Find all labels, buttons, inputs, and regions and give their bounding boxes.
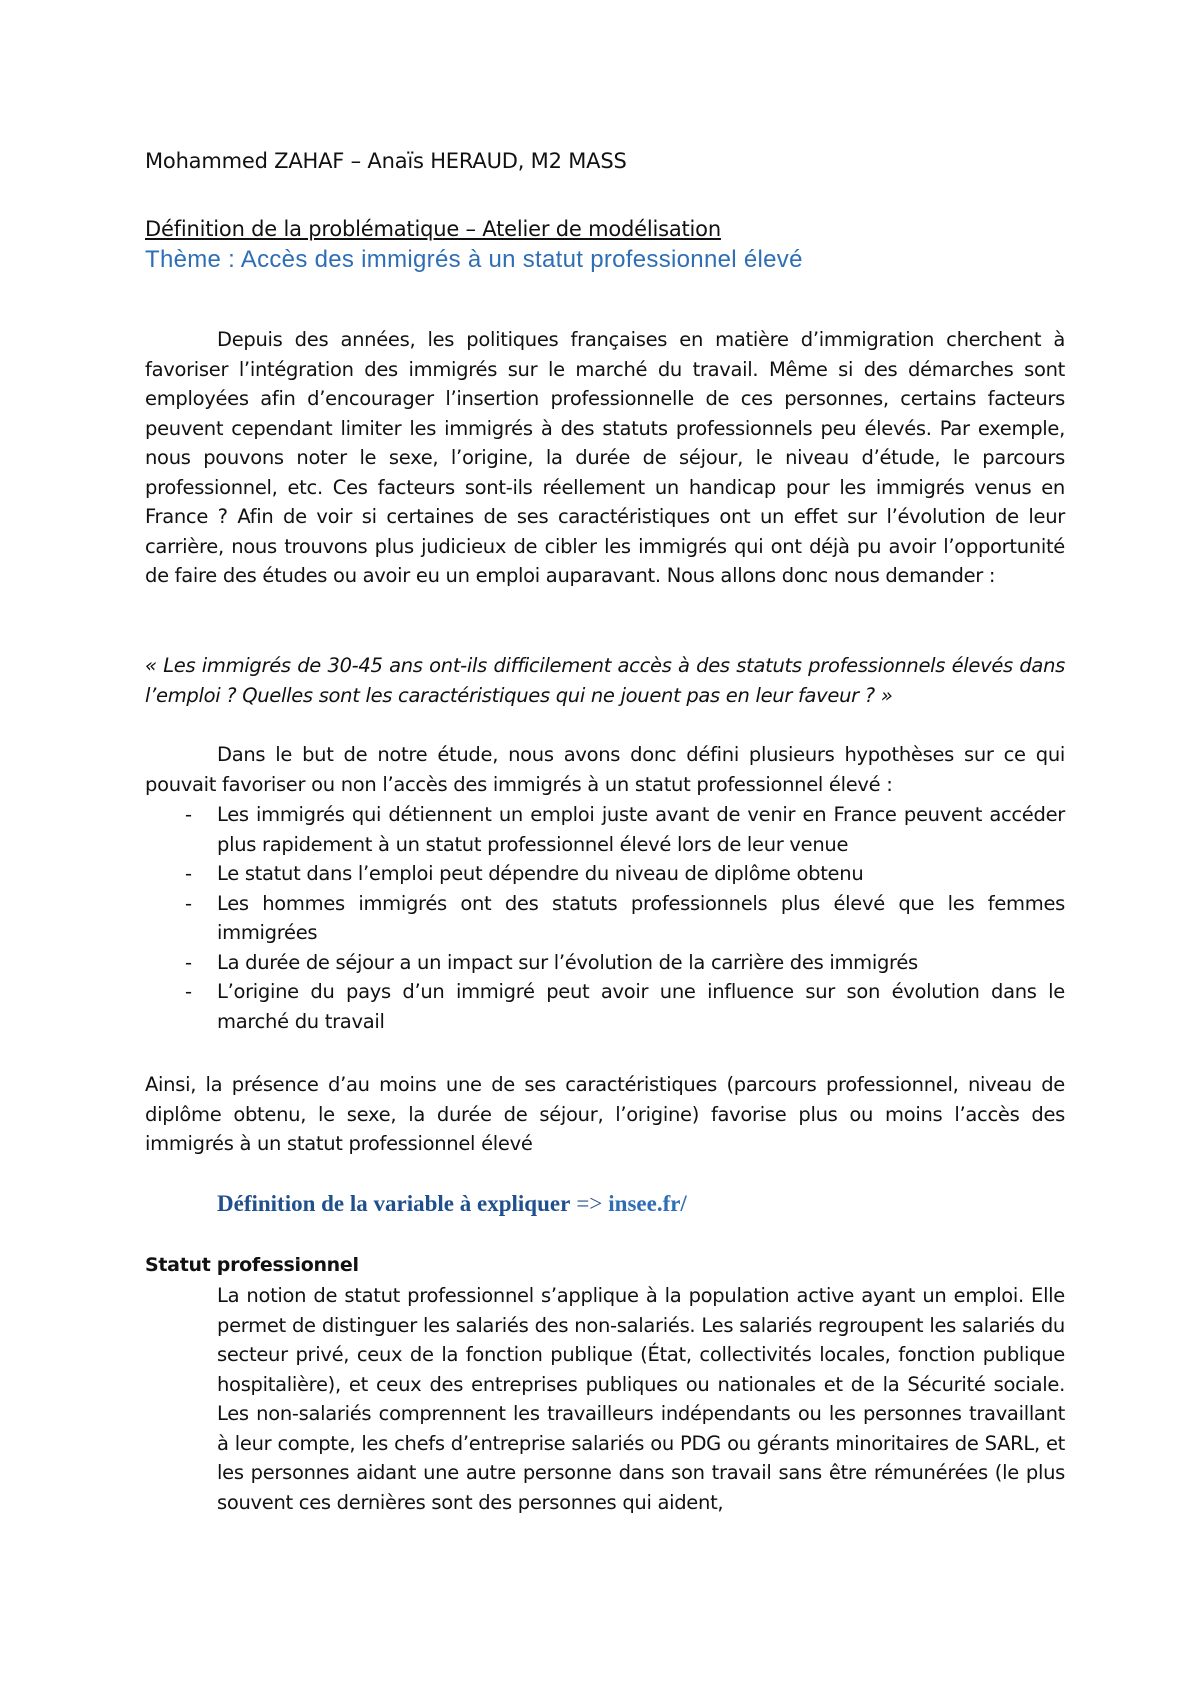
hypotheses-list	[145, 800, 1065, 1036]
research-question: « Les immigrés de 30-45 ans ont-ils difficilement accès à des statuts professionnels élevés dans l’emploi ? Quelles sont les caractéristiques qui ne jouent pas en leur faveur ? »	[145, 654, 1065, 707]
theme-title: Thème : Accès des immigrés à un statut professionnel élevé	[145, 246, 803, 273]
list-item: - Les immigrés qui détiennent un emploi juste avant de venir en France peuvent accéder plus rapidement à un statut professionnel élevé lors de leur venue	[145, 800, 1065, 859]
list-item: - L’origine du pays d’un immigré peut avoir une influence sur son évolution dans le marché du travail	[145, 977, 1065, 1036]
list-item: - La durée de séjour a un impact sur l’évolution de la carrière des immigrés	[145, 948, 1065, 978]
insee-link[interactable]: insee.fr/	[608, 1191, 687, 1216]
definition-arrow: =>	[576, 1191, 603, 1216]
authors-line: Mohammed ZAHAF – Anaïs HERAUD, M2 MASS	[145, 149, 627, 173]
definition-heading	[217, 1191, 687, 1217]
document-subtitle: Définition de la problématique – Atelier de modélisation	[145, 217, 721, 241]
bullet-dash: -	[185, 891, 192, 915]
list-item: - Le statut dans l’emploi peut dépendre du niveau de diplôme obtenu	[145, 859, 1065, 889]
conclusion-paragraph: Ainsi, la présence d’au moins une de ses caractéristiques (parcours professionnel, niveau de diplôme obtenu, le sexe, la durée de séjour, l’origine) favorise plus ou moins l’accès des immigrés à un statut professionnel élevé	[145, 1073, 1065, 1155]
bullet-dash: -	[185, 862, 192, 885]
bullet-dash: -	[185, 803, 192, 826]
hypotheses-intro: Dans le but de notre étude, nous avons donc défini plusieurs hypothèses sur ce qui pouvait favoriser ou non l’accès des immigrés à un statut professionnel élevé :	[145, 743, 1065, 796]
statut-title: Statut professionnel	[145, 1254, 359, 1276]
list-item: - Les hommes immigrés ont des statuts professionnels plus élevé que les femmes immigrées	[145, 889, 1065, 948]
statut-body: La notion de statut professionnel s’applique à la population active ayant un emploi. Elle permet de distinguer les salariés des non-salariés. Les salariés regroupent les salariés du secteur privé, ceux de la fonction publique (État, collectivités locales, fonction publique hospitalière), et ceux des entreprises publiques ou nationales et de la Sécurité sociale. Les non-salariés comprennent les travailleurs indépendants ou les personnes travaillant à leur compte, les chefs d’entreprise salariés ou PDG ou gérants minoritaires de SARL, et les personnes aidant une autre personne dans son travail sans être rémunérées (le plus souvent ces dernières sont des personnes qui aident,	[217, 1284, 1065, 1514]
intro-paragraph: Depuis des années, les politiques françaises en matière d’immigration cherchent à favoriser l’intégration des immigrés sur le marché du travail. Même si des démarches sont employées afin d’encourager l’insertion professionnelle de ces personnes, certains facteurs peuvent cependant limiter les immigrés à des statuts professionnels peu élevés. Par exemple, nous pouvons noter le sexe, l’origine, la durée de séjour, le niveau d’étude, le parcours professionnel, etc. Ces facteurs sont-ils réellement un handicap pour les immigrés venus en France ? Afin de voir si certaines de ses caractéristiques ont un effet sur l’évolution de leur carrière, nous trouvons plus judicieux de cibler les immigrés qui ont déjà pu avoir l’opportunité de faire des études ou avoir eu un emploi auparavant. Nous allons donc nous demander :	[145, 328, 1065, 587]
bullet-dash: -	[185, 980, 192, 1003]
bullet-dash: -	[185, 950, 192, 974]
definition-heading-text: Définition de la variable à expliquer	[217, 1191, 571, 1216]
